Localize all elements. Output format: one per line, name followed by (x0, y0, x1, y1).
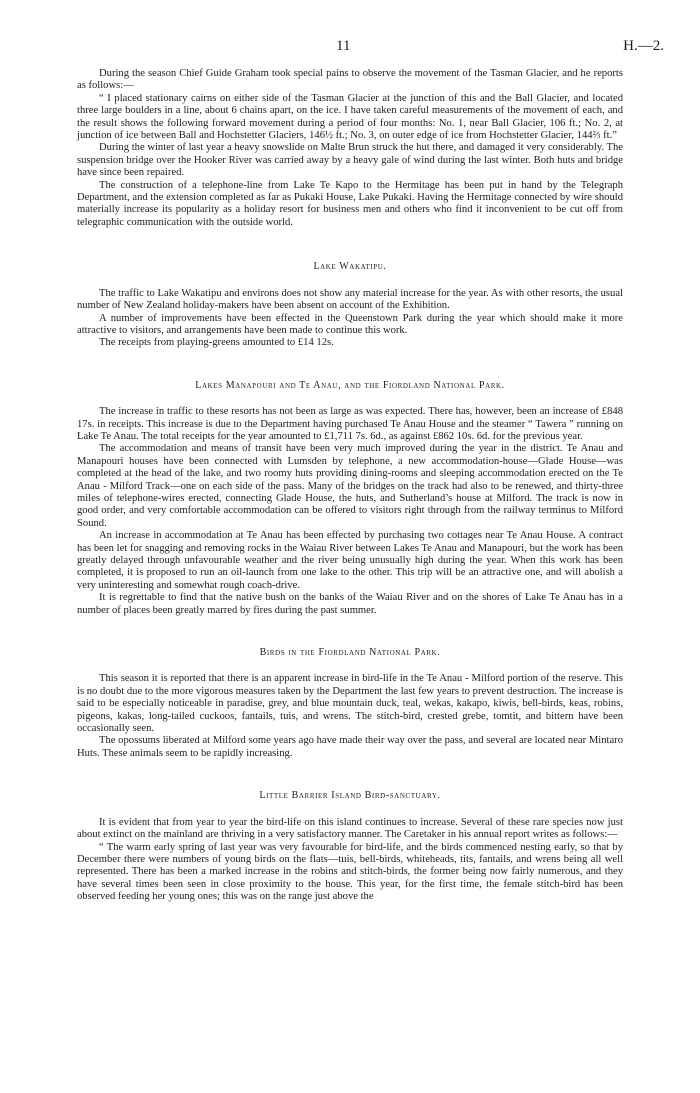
page-body (77, 68, 623, 904)
paragraph: The accommodation and means of transit have been very much improved during the year in the district. Te Anau and Manapouri houses have been connected with Lumsden by telephone, a new accommodation-house—Glade House—was completed at the head of the lake, and two roomy huts providing dining-rooms and sleeping accommodation erected on the Te Anau - Milford Track—one on each side of the pass. Many of the bridges on the track had also to be renewed, and thirty-three miles of telephone-wires erected, connecting Glade House, the huts, and Sutherland’s house at Milford. The track is now in good order, and very comfortable accommodation can be offered to visitors right through from the railway terminus to Milford Sound. (77, 443, 623, 529)
section-lake-wakatipu (77, 261, 623, 349)
section-heading: Lake Wakatipu. (313, 261, 387, 273)
paragraph: The receipts from playing-greens amounted to £14 12s. (99, 337, 334, 349)
section-birds-fiordland (77, 647, 623, 760)
quote-paragraph: “ The warm early spring of last year was very favourable for bird-life, and the birds commenced nesting early, so that by December there were numbers of young birds on the flats—tuis, bell-birds, whiteheads, tits, fantails, and wrens being all well represented. There has been a marked increase in the robins and stitch-birds, the former being now fairly numerous, and they have several times been seen in close proximity to the house. This year, for the first time, the female stitch-bird has been observed feeding her young ones; this was on the range just above the (77, 841, 623, 903)
paragraph: During the winter of last year a heavy snowslide on Malte Brun struck the hut there, and damaged it very considerably. The suspension bridge over the Hooker River was carried away by a heavy gale of wind during the last winter. Both huts and bridge have since been repaired. (77, 142, 623, 179)
quote-paragraph: “ I placed stationary cairns on either side of the Tasman Glacier at the junction of this and the Ball Glacier, and located three large boulders in a line, about 6 chains apart, on the ice. I have taken careful measurements of the movement of each, and the result shows the following forward movement during a period of four months: No. 1, near Ball Glacier, 106 ft.; No. 2, at junction of ice between Ball and Hochstetter Glaciers, 146½ ft.; No. 3, on outer edge of ice from Hochstetter Glacier, 144⅔ ft.” (77, 92, 623, 142)
paragraph: This season it is reported that there is an apparent increase in bird-life in the Te Anau - Milford portion of the reserve. This is no doubt due to the more vigorous measures taken by the Department the last few years to prevent destruction. The increase is said to be especially noticeable in paradise, grey, and blue mountain duck, teal, wekas, kakapo, kiwis, bell-birds, keas, robins, pigeons, kakas, long-tailed cuckoos, fantails, tuis, and wrens. The stitch-bird, crested grebe, tomtit, and bittern have been occasionally seen. (77, 673, 623, 735)
paragraph: A number of improvements have been effected in the Queenstown Park during the year which should make it more attractive to visitors, and arrangements have been made to continue this work. (77, 312, 623, 336)
paragraph: It is evident that from year to year the bird-life on this island continues to increase. Several of these rare species now just about extinct on the mainland are thriving in a very satisfactory manner. The Caretaker in his annual report writes as follows:— (77, 816, 623, 841)
paragraph: It is regrettable to find that the native bush on the banks of the Waiau River and on the shores of Lake Te Anau has in a number of places been greatly marred by fires during the past summer. (77, 592, 623, 616)
paragraph: An increase in accommodation at Te Anau has been effected by purchasing two cottages near Te Anau House. A contract has been let for snagging and removing rocks in the Waiau River between Lakes Te Anau and Manapouri, but the work has been greatly delayed through unfavourable weather and the river being unusually high during the year. When this work has been completed, it is proposed to run an oil-launch from one lake to the other. This trip will be an attractive one, and will abolish a very uninteresting and somewhat rough coach-drive. (77, 530, 623, 591)
paragraph: The construction of a telephone-line from Lake Te Kapo to the Hermitage has been put in hand by the Telegraph Department, and the extension completed as far as Pukaki House, Lake Pukaki. Having the Hermitage connected by wire should materially increase its popularity as a holiday resort for business men and others who find it inconvenient to be cut off from telegraphic communication with the outside world. (77, 179, 623, 228)
section-manapouri-te-anau (77, 380, 623, 617)
paragraph: The traffic to Lake Wakatipu and environs does not show any material increase for the year. As with other resorts, the usual number of New Zealand holiday-makers have been absent on account of the Exhibition. (77, 287, 623, 312)
document-reference: H.—2. (623, 38, 664, 54)
section-heading: Birds in the Fiordland National Park. (259, 647, 441, 659)
section-heading: Lakes Manapouri and Te Anau, and the Fiordland National Park. (195, 379, 505, 391)
page-number: 11 (336, 38, 351, 54)
paragraph: The opossums liberated at Milford some years ago have made their way over the pass, and several are located near Mintaro Huts. These animals seem to be rapidly increasing. (77, 735, 623, 759)
paragraph: The increase in traffic to these resorts has not been as large as was expected. There has, however, been an increase of £848 17s. in receipts. This increase is due to the Department having purchased Te Anau House and the steamer “ Tawera ” running on Lake Te Anau. The total receipts for the year amounted to £1,711 7s. 6d., as against £862 10s. 6d. for the previous year. (77, 406, 623, 442)
page-header (0, 38, 700, 58)
section-heading: Little Barrier Island Bird-sanctuary. (259, 790, 441, 802)
section-little-barrier-island (77, 790, 623, 903)
section-tasman-glacier (77, 68, 623, 229)
paragraph: During the season Chief Guide Graham took special pains to observe the movement of the Tasman Glacier, and he reports as follows:— (77, 68, 623, 92)
